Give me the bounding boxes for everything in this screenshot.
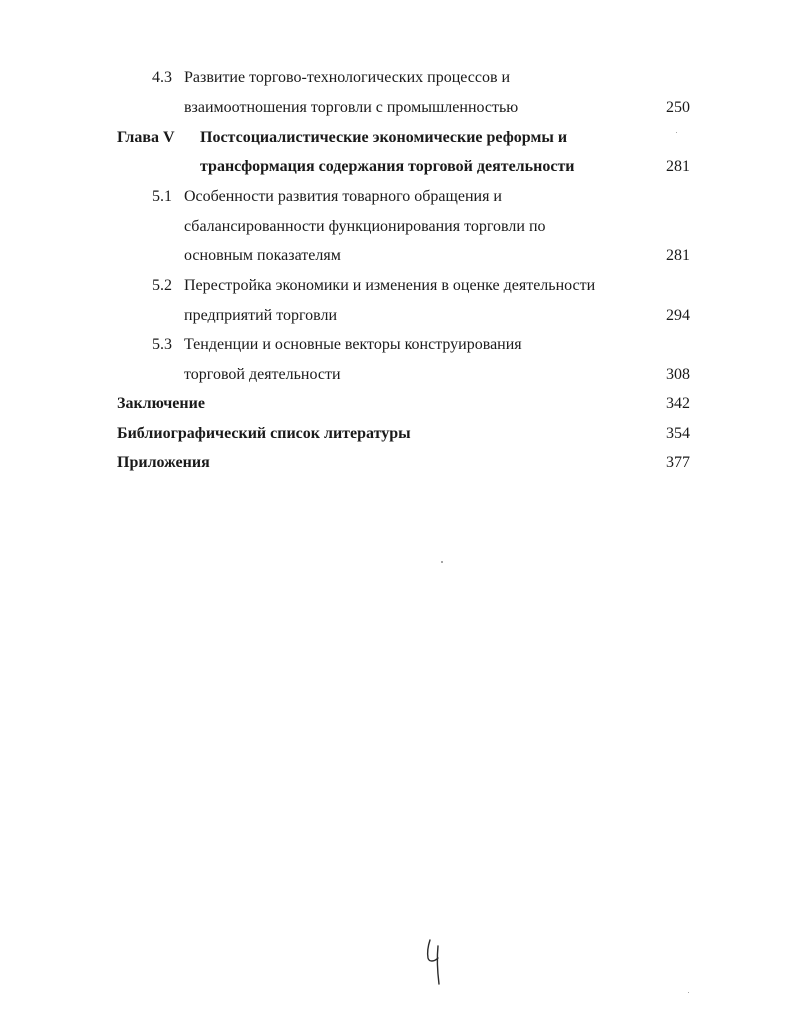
scan-speck [676,132,677,133]
page-ref: 342 [666,395,690,412]
section-title-line: сбалансированности функционирования торговли по [184,218,546,235]
scan-speck [441,561,443,563]
toc-conclusion: Заключение [117,395,205,412]
section-title-line: Перестройка экономики и изменения в оценке деятельности [184,277,596,294]
section-title-line: торговой деятельности [184,366,341,383]
section-number: 5.2 [152,277,172,294]
toc-appendices: Приложения [117,454,210,471]
chapter-label: Глава V [117,129,175,146]
section-number: 5.3 [152,336,172,353]
chapter-title-line: Постсоциалистические экономические реформы и [200,129,568,146]
page-ref: 281 [666,158,690,175]
page-ref: 354 [666,425,690,442]
section-title-line: предприятий торговли [184,307,338,324]
chapter-title-line: трансформация содержания торговой деятельности [200,158,575,175]
handwritten-page-number-4-icon [424,938,444,986]
page-ref: 281 [666,247,690,264]
section-title-line: Развитие торгово-технологических процессов и [184,69,511,86]
page-ref: 377 [666,454,690,471]
page-ref: 294 [666,307,690,324]
page-ref: 308 [666,366,690,383]
section-number: 4.3 [152,69,172,86]
page-ref: 250 [666,99,690,116]
scan-speck [688,992,689,993]
section-title-line: Особенности развития товарного обращения и [184,188,502,205]
section-number: 5.1 [152,188,172,205]
section-title-line: основным показателям [184,247,341,264]
section-title-line: Тенденции и основные векторы конструирования [184,336,522,353]
toc-bibliography: Библиографический список литературы [117,425,411,442]
section-title-line: взаимоотношения торговли с промышленностью [184,99,519,116]
